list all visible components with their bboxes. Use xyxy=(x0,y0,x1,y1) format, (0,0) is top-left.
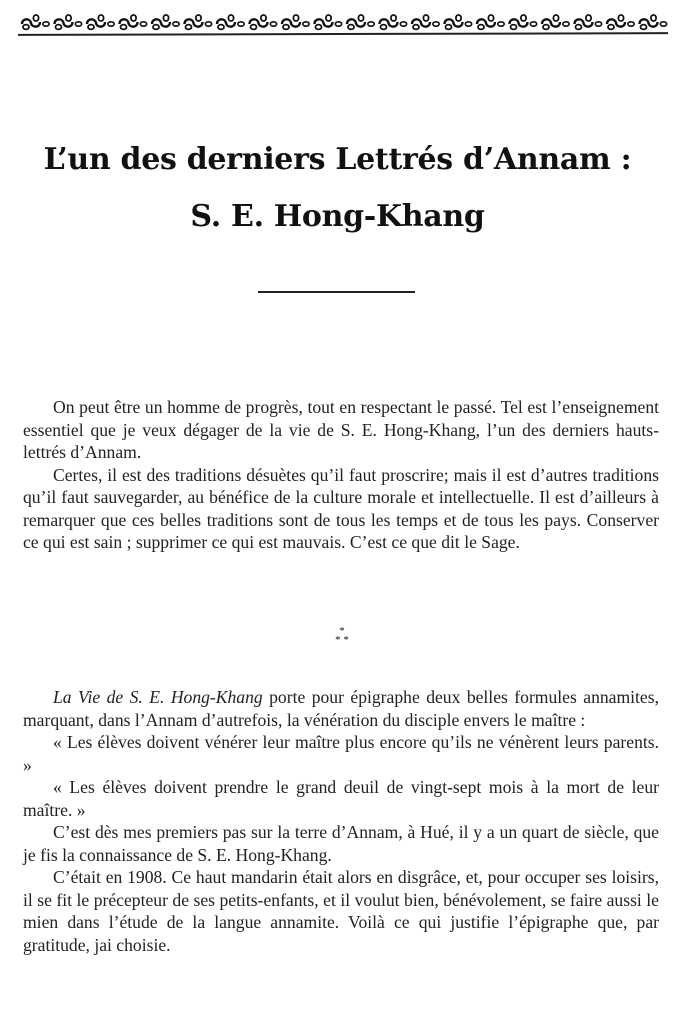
asterism-icon xyxy=(330,627,354,651)
paragraph: C’est dès mes premiers pas sur la terre d’Annam, à Hué, il y a un quart de siècle, que je fis la connaissance de S. E. Hong-Khang. xyxy=(23,822,659,865)
vine-motif xyxy=(477,15,504,29)
book-title: La Vie de S. E. Hong-Khang xyxy=(53,687,263,707)
vine-motif xyxy=(510,15,537,29)
vine-motif xyxy=(542,15,569,29)
vine-motif xyxy=(412,15,439,29)
vine-motif xyxy=(575,15,602,29)
vine-motif xyxy=(120,15,147,29)
vine-motif xyxy=(640,15,667,29)
paragraph: C’était en 1908. Ce haut mandarin était alors en disgrâce, et, pour occuper ses loisirs, il se fit le précepteur de ses petits-enfants, et il voulut bien, bénévolement, se faire aussi le mien dans l’étude de la langue annamite. Voilà ce qui justifie l’épigraphe que, par gratitude, jai choisie. xyxy=(23,867,659,955)
asterism-stars-pair: * * xyxy=(335,634,349,646)
section-intro xyxy=(23,396,659,554)
floral-border-ornament xyxy=(18,12,668,34)
vine-motif xyxy=(282,15,309,29)
vine-motif xyxy=(347,15,374,29)
vine-motif xyxy=(380,15,407,29)
vine-motif xyxy=(185,15,212,29)
paragraph: Certes, il est des traditions désuètes qu’il faut proscrire; mais il est d’autres traditions qu’il faut sauvegarder, au bénéfice de la culture morale et intellectuelle. Il est d’ailleurs à remarquer que ces belles traditions sont de tous les temps et de tous les pays. Conserver ce qui est sain ; supprimer ce qui est mauvais. C’est ce que dit le Sage. xyxy=(23,464,659,552)
vine-motif xyxy=(250,15,277,29)
paragraph-epigraph-intro: La Vie de S. E. Hong-Khang porte pour épigraphe deux belles formules annamites, marquant, dans l’Annam d’autrefois, la vénération du disciple envers le maître : xyxy=(23,687,659,730)
vine-motif xyxy=(315,15,342,29)
asterism-star: * xyxy=(339,625,345,637)
vine-motif xyxy=(22,15,49,29)
section-epigraph xyxy=(23,686,659,956)
title-divider xyxy=(258,291,415,293)
vine-motif xyxy=(445,15,472,29)
paragraph: On peut être un homme de progrès, tout en respectant le passé. Tel est l’enseignement essentiel que je veux dégager de la vie de S. E. Hong-Khang, l’un des derniers hauts-lettrés d’Annam. xyxy=(23,397,659,462)
quote-paragraph: « Les élèves doivent prendre le grand deuil de vingt-sept mois à la mort de leur maître. » xyxy=(23,777,659,820)
vine-motif xyxy=(607,15,634,29)
vine-motif xyxy=(152,15,179,29)
article-title: L’un des derniers Lettrés d’Annam : xyxy=(43,142,632,177)
header-rule xyxy=(18,32,668,36)
vine-motif xyxy=(87,15,114,29)
vine-motif xyxy=(55,15,82,29)
vine-motif xyxy=(217,15,244,29)
article-subtitle: S. E. Hong-Khang xyxy=(190,199,485,234)
quote-paragraph: « Les élèves doivent vénérer leur maître plus encore qu’ils ne vénèrent leurs parents. » xyxy=(23,732,659,775)
